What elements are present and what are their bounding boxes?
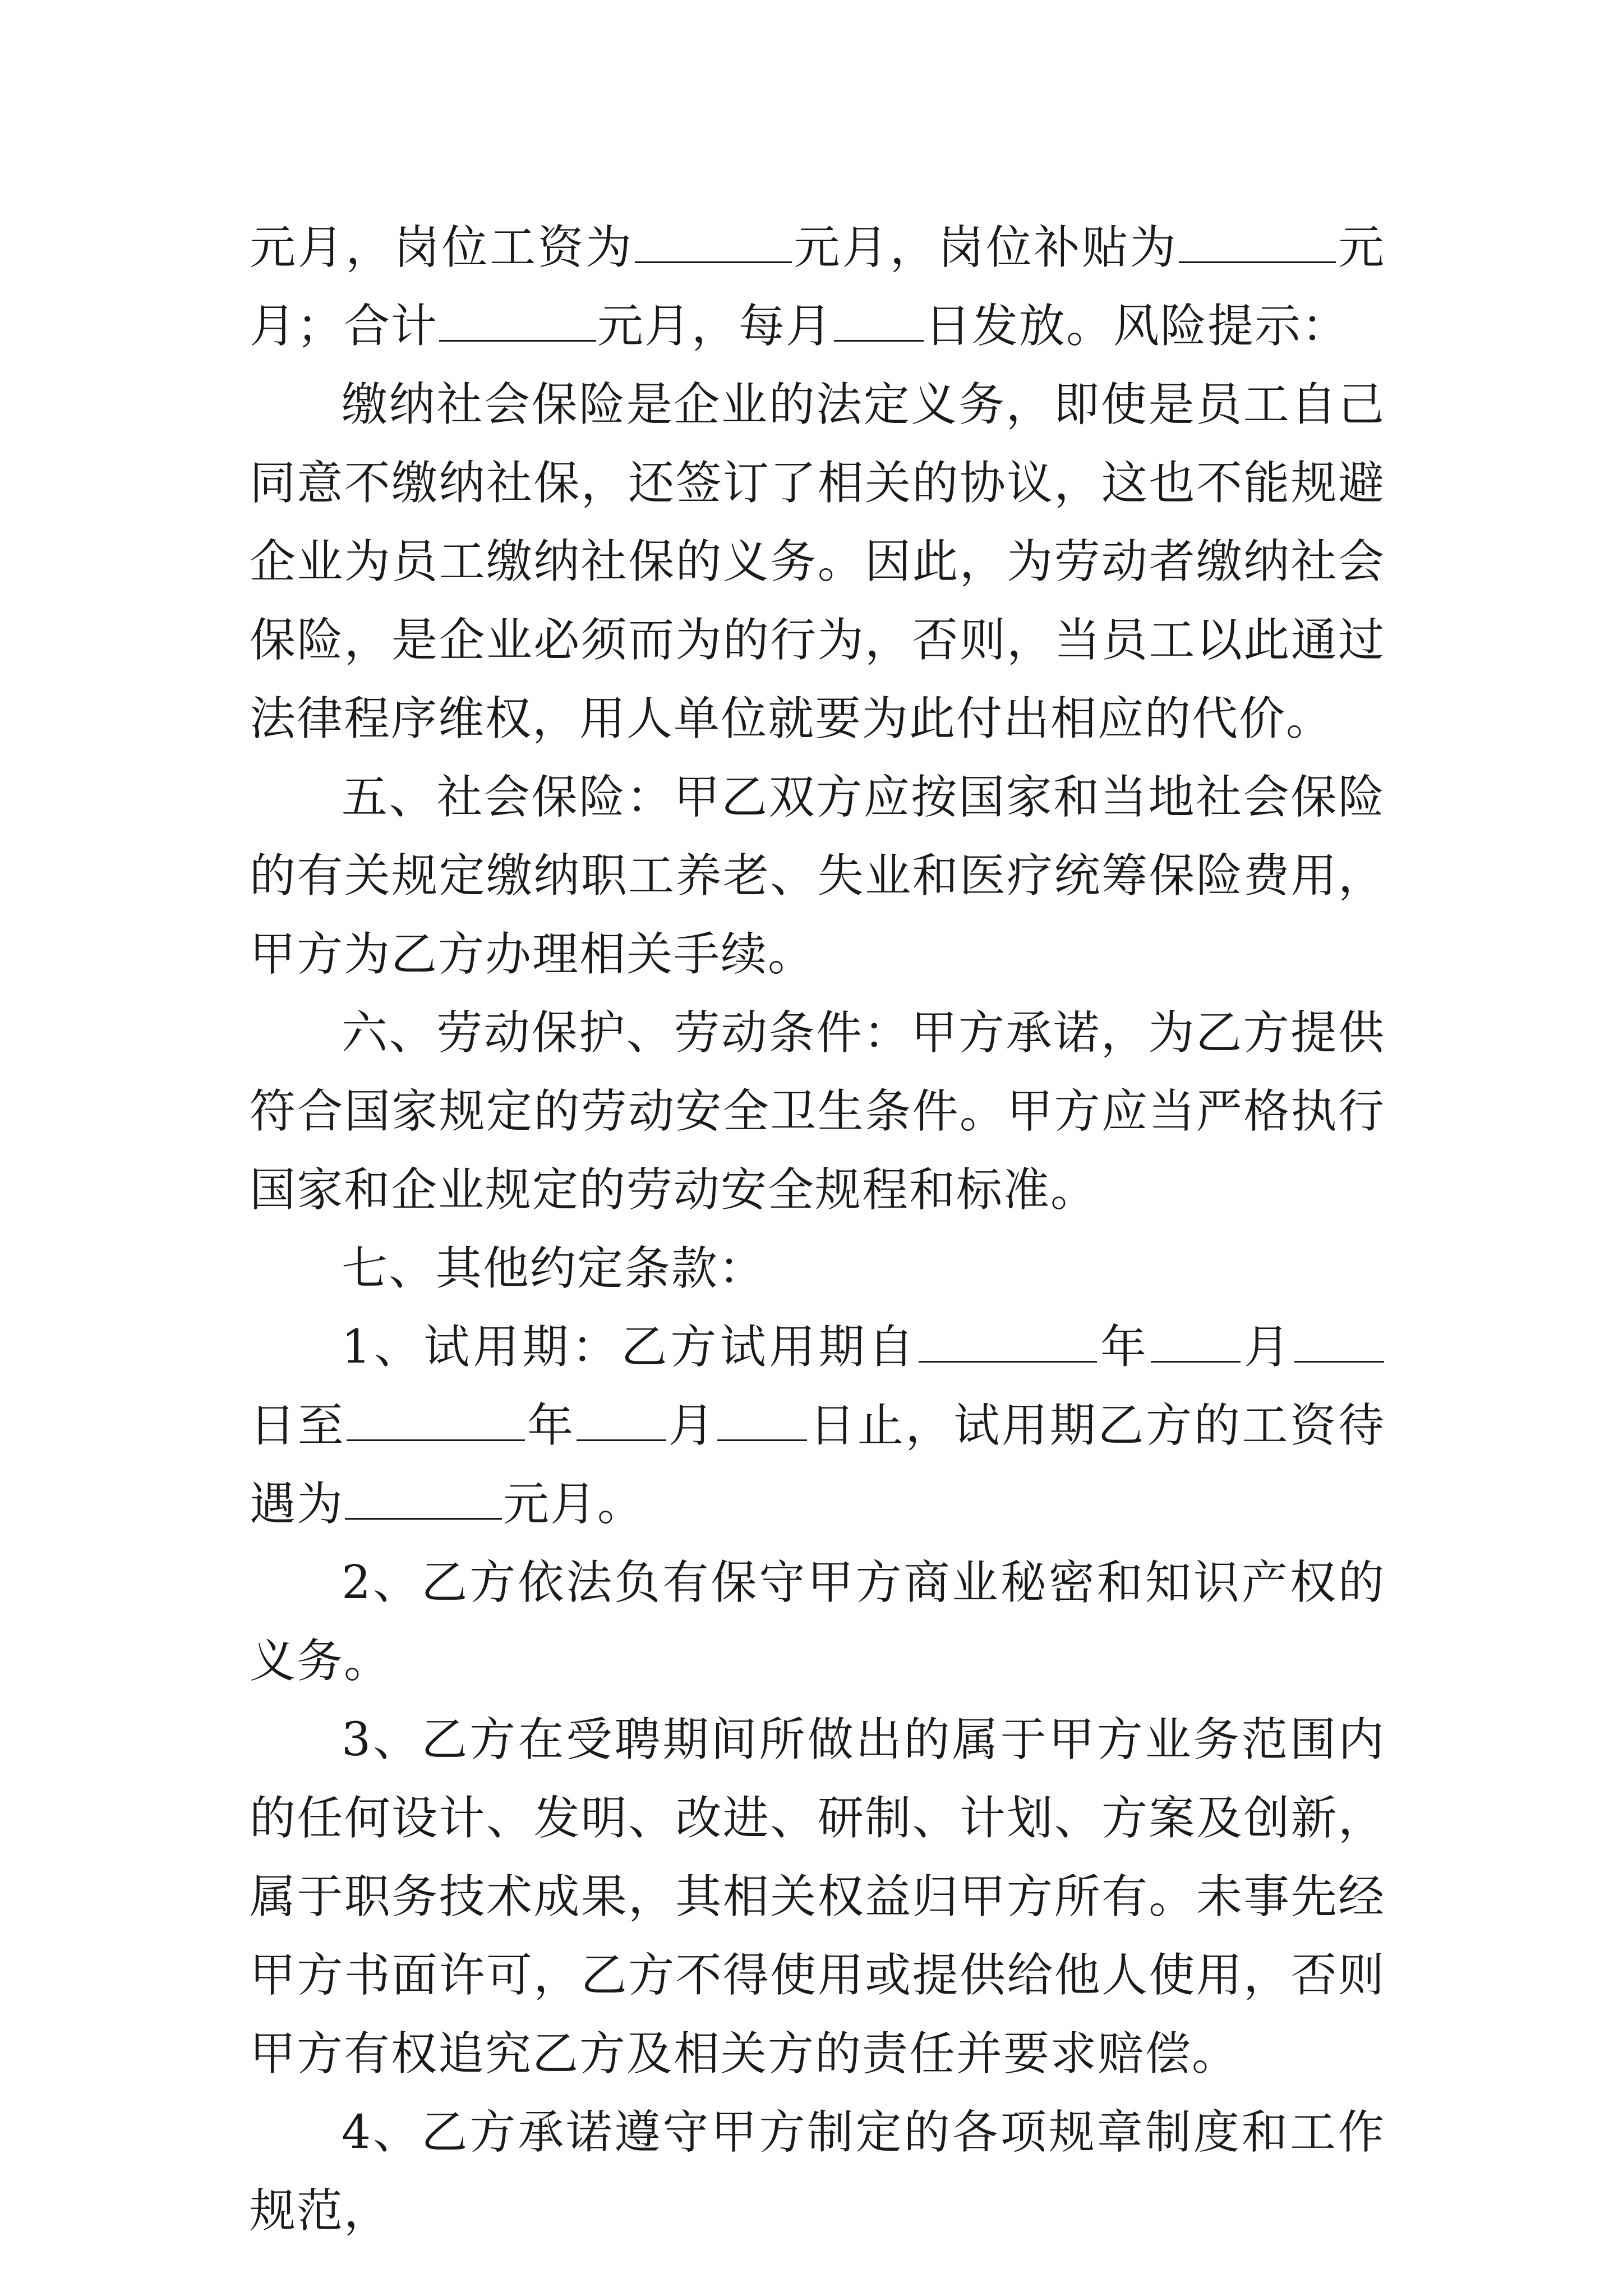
paragraph-social-insurance: 五、社会保险：甲乙双方应按国家和当地社会保险的有关规定缴纳职工养老、失业和医疗统筹保险费用，甲方为乙方办理相关手续。 (250, 771, 1385, 981)
text-segment: 月 (1241, 1320, 1293, 1374)
text-segment: 日至 (250, 1399, 346, 1452)
blank-field-start-year (919, 1325, 1097, 1363)
blank-field-pay-day (834, 304, 924, 342)
paragraph-labor-protection: 六、劳动保护、劳动条件：甲方承诺，为乙方提供符合国家规定的劳动安全卫生条件。甲方应当严格执行国家和企业规定的劳动安全规程和标准。 (250, 1006, 1385, 1217)
paragraph-probation (250, 1308, 1385, 1544)
paragraph-risk-notice: 缴纳社会保险是企业的法定义务，即使是员工自己同意不缴纳社保，还签订了相关的协议，这也不能规避企业为员工缴纳社保的义务。因此，为劳动者缴纳社会保险，是企业必须而为的行为，否则，当员工以此通过法律程序维权，用人单位就要为此付出相应的代价。 (250, 378, 1385, 746)
text-segment: 1、试用期：乙方试用期自 (342, 1320, 917, 1374)
paragraph-ip-ownership: 3、乙方在受聘期间所做出的属于甲方业务范围内的任何设计、发明、改进、研制、计划、方案及创新，属于职务技术成果，其相关权益归甲方所有。未事先经甲方书面许可，乙方不得使用或提供给他人使用，否则甲方有权追究乙方及相关方的责任并要求赔偿。 (250, 1713, 1385, 2081)
paragraph-other-terms-heading: 七、其他约定条款： (342, 1242, 766, 1295)
blank-field-end-year (347, 1404, 525, 1441)
text-segment: 月 (667, 1399, 717, 1452)
text-segment: 日止，试用期乙方的工资待遇为 (250, 1399, 1385, 1531)
text-segment: 日发放。风险提示： (925, 300, 1349, 353)
text-segment: 元月，岗位补贴为 (792, 221, 1178, 274)
text-segment: 年 (526, 1399, 575, 1452)
blank-field-end-day (717, 1404, 807, 1441)
blank-field-total (439, 304, 596, 342)
paragraph-confidentiality: 2、乙方依法负有保守甲方商业秘密和知识产权的义务。 (250, 1556, 1385, 1688)
text-segment: 元月，岗位工资为 (250, 221, 634, 274)
blank-field-start-month (1151, 1325, 1241, 1363)
text-segment: 年 (1098, 1320, 1150, 1374)
blank-field-start-day (1294, 1325, 1384, 1363)
document-page (250, 209, 1385, 2251)
blank-field-post-allowance (1179, 226, 1336, 263)
text-segment: 元月；合计 (250, 221, 1385, 353)
paragraph-rules-compliance: 4、乙方承诺遵守甲方制定的各项规章制度和工作规范， (250, 2106, 1385, 2238)
text-segment: 元月。 (503, 1478, 645, 1531)
text-segment: 元月，每月 (597, 300, 833, 353)
blank-field-post-wage (635, 226, 792, 263)
blank-field-end-month (577, 1404, 666, 1441)
blank-field-probation-wage (345, 1482, 502, 1520)
paragraph-wage (250, 209, 1385, 366)
